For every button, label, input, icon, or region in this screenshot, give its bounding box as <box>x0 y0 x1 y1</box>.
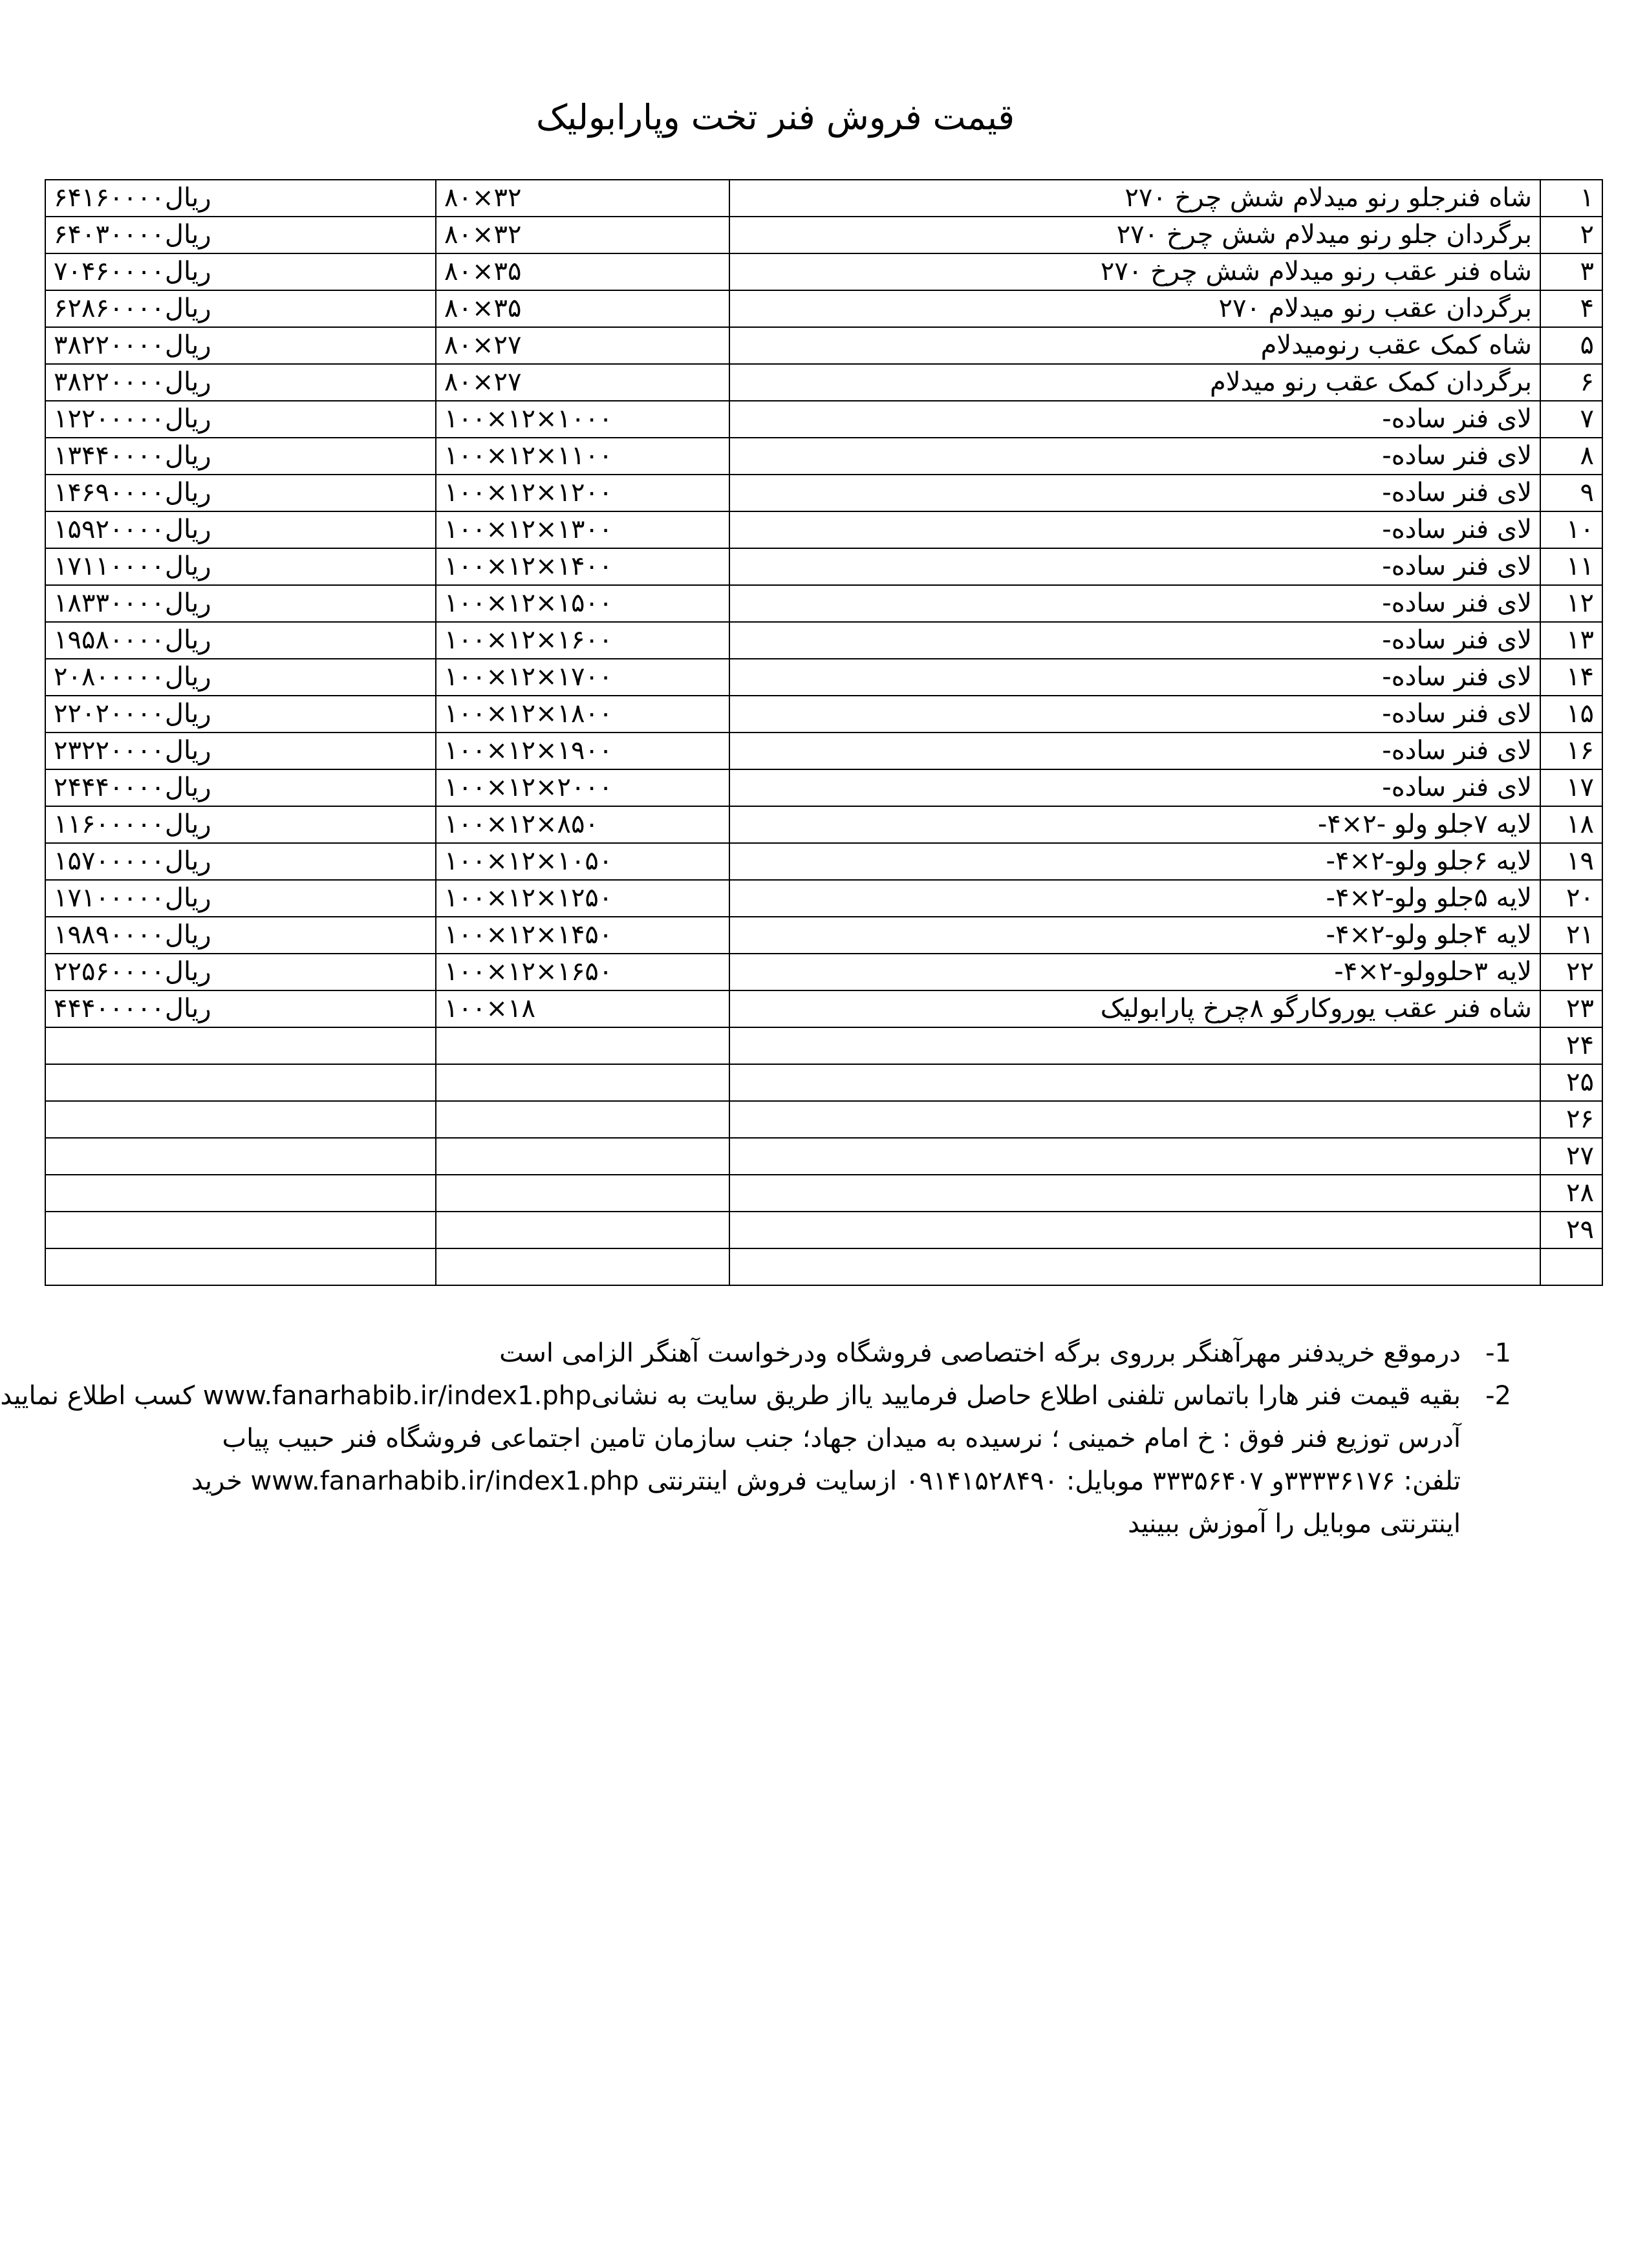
description-cell <box>729 1248 1540 1285</box>
row-number-cell: ۳ <box>1540 253 1602 290</box>
price-cell <box>45 1175 436 1212</box>
size-cell: ۱۰۰×۱۲×۱۰۵۰ <box>436 843 729 880</box>
size-cell: ۱۰۰×۱۲×۱۶۰۰ <box>436 622 729 659</box>
table-row <box>45 511 1602 548</box>
price-cell <box>45 1138 436 1175</box>
table-row <box>45 401 1602 438</box>
size-cell: ۱۰۰×۱۲×۱۵۰۰ <box>436 585 729 622</box>
size-cell: ۸۰×۳۲ <box>436 180 729 217</box>
table-row <box>45 585 1602 622</box>
price-table <box>45 179 1603 1286</box>
price-cell: ۱۹۵۸۰۰۰۰ریال <box>45 622 436 659</box>
description-cell: لای فنر ساده- <box>729 401 1540 438</box>
note-1-marker: 1- <box>1485 1338 1511 1368</box>
description-cell: لای فنر ساده- <box>729 769 1540 806</box>
size-cell <box>436 1212 729 1248</box>
row-number-cell: ۲۵ <box>1540 1064 1602 1101</box>
table-row <box>45 622 1602 659</box>
address-text: آدرس توزیع فنر فوق : خ امام خمینی ؛ نرسیده به میدان جهاد؛ جنب سازمان تامین اجتماعی فروشگاه فنر حبیب پیاب <box>222 1424 1461 1453</box>
row-number-cell: ۱۸ <box>1540 806 1602 843</box>
table-row <box>45 990 1602 1027</box>
note-2-marker: 2- <box>1485 1381 1511 1411</box>
size-cell: ۸۰×۲۷ <box>436 364 729 401</box>
description-cell: لای فنر ساده- <box>729 475 1540 511</box>
price-cell: ۲۴۴۴۰۰۰۰ریال <box>45 769 436 806</box>
table-row <box>45 475 1602 511</box>
price-cell <box>45 1027 436 1064</box>
row-number-cell: ۲۶ <box>1540 1101 1602 1138</box>
table-row <box>45 954 1602 990</box>
description-cell: شاه کمک عقب رنومیدلام <box>729 327 1540 364</box>
row-number-cell: ۲۰ <box>1540 880 1602 917</box>
row-number-cell: ۶ <box>1540 364 1602 401</box>
description-cell: برگردان کمک عقب رنو میدلام <box>729 364 1540 401</box>
size-cell: ۱۰۰×۱۲×۱۲۰۰ <box>436 475 729 511</box>
row-number-cell: ۲۲ <box>1540 954 1602 990</box>
row-number-cell: ۹ <box>1540 475 1602 511</box>
table-row <box>45 438 1602 475</box>
table-row <box>45 253 1602 290</box>
price-cell: ۷۰۴۶۰۰۰۰ریال <box>45 253 436 290</box>
row-number-cell: ۲۷ <box>1540 1138 1602 1175</box>
phone-text-continued: اینترنتی موبایل را آموزش ببینید <box>1128 1509 1461 1539</box>
size-cell <box>436 1175 729 1212</box>
description-cell <box>729 1175 1540 1212</box>
price-cell: ۲۲۵۶۰۰۰۰ریال <box>45 954 436 990</box>
table-row <box>45 1027 1602 1064</box>
row-number-cell: ۲۳ <box>1540 990 1602 1027</box>
description-cell: لایه ۳حلوولو-۲×۴- <box>729 954 1540 990</box>
table-row <box>45 290 1602 327</box>
size-cell <box>436 1138 729 1175</box>
size-cell: ۱۰۰×۱۲×۱۸۰۰ <box>436 696 729 733</box>
table-row <box>45 733 1602 769</box>
price-cell <box>45 1101 436 1138</box>
size-cell: ۱۰۰×۱۲×۱۶۵۰ <box>436 954 729 990</box>
size-cell: ۱۰۰×۱۲×۱۳۰۰ <box>436 511 729 548</box>
row-number-cell <box>1540 1248 1602 1285</box>
price-cell <box>45 1212 436 1248</box>
description-cell: لای فنر ساده- <box>729 585 1540 622</box>
table-row <box>45 1175 1602 1212</box>
note-2-text: بقیه قیمت فنر هارا باتماس تلفنی اطلاع حاصل فرمایید یااز طریق سایت به نشانیwww.fanarhabib.ir/index1.php کسب اطلاع نمایید <box>0 1381 1461 1411</box>
size-cell: ۱۰۰×۱۲×۱۰۰۰ <box>436 401 729 438</box>
price-cell: ۱۲۲۰۰۰۰۰ریال <box>45 401 436 438</box>
row-number-cell: ۱۵ <box>1540 696 1602 733</box>
price-cell: ۱۷۱۱۰۰۰۰ریال <box>45 548 436 585</box>
price-cell: ۲۲۰۲۰۰۰۰ریال <box>45 696 436 733</box>
row-number-cell: ۱ <box>1540 180 1602 217</box>
size-cell: ۸۰×۲۷ <box>436 327 729 364</box>
size-cell: ۱۰۰×۱۲×۱۹۰۰ <box>436 733 729 769</box>
price-cell: ۱۱۶۰۰۰۰۰ریال <box>45 806 436 843</box>
size-cell <box>436 1027 729 1064</box>
size-cell <box>436 1101 729 1138</box>
table-row <box>45 696 1602 733</box>
row-number-cell: ۴ <box>1540 290 1602 327</box>
row-number-cell: ۲۴ <box>1540 1027 1602 1064</box>
price-cell: ۲۰۸۰۰۰۰۰ریال <box>45 659 436 696</box>
row-number-cell: ۸ <box>1540 438 1602 475</box>
price-cell <box>45 1248 436 1285</box>
row-number-cell: ۱۱ <box>1540 548 1602 585</box>
price-cell: ۱۷۱۰۰۰۰۰ریال <box>45 880 436 917</box>
size-cell: ۱۰۰×۱۲×۱۷۰۰ <box>436 659 729 696</box>
size-cell: ۱۰۰×۱۲×۱۲۵۰ <box>436 880 729 917</box>
size-cell: ۱۰۰×۱۲×۱۴۵۰ <box>436 917 729 954</box>
row-number-cell: ۱۶ <box>1540 733 1602 769</box>
description-cell: برگردان عقب رنو میدلام ۲۷۰ <box>729 290 1540 327</box>
note-1 <box>60 1332 1511 1375</box>
size-cell <box>436 1248 729 1285</box>
description-cell: لای فنر ساده- <box>729 622 1540 659</box>
row-number-cell: ۲۹ <box>1540 1212 1602 1248</box>
price-cell: ۱۸۳۳۰۰۰۰ریال <box>45 585 436 622</box>
size-cell: ۸۰×۳۵ <box>436 253 729 290</box>
price-cell: ۱۳۴۴۰۰۰۰ریال <box>45 438 436 475</box>
description-cell: لایه ۴جلو ولو-۲×۴- <box>729 917 1540 954</box>
table-row <box>45 1064 1602 1101</box>
row-number-cell: ۲ <box>1540 217 1602 253</box>
size-cell: ۱۰۰×۱۲×۲۰۰۰ <box>436 769 729 806</box>
size-cell: ۸۰×۳۲ <box>436 217 729 253</box>
description-cell: برگردان جلو رنو میدلام شش چرخ ۲۷۰ <box>729 217 1540 253</box>
description-cell: لایه ۷جلو ولو -۲×۴- <box>729 806 1540 843</box>
table-row <box>45 659 1602 696</box>
row-number-cell: ۱۳ <box>1540 622 1602 659</box>
page-title: قیمت فروش فنر تخت وپارابولیک <box>535 97 1015 138</box>
price-cell: ۱۵۹۲۰۰۰۰ریال <box>45 511 436 548</box>
description-cell <box>729 1212 1540 1248</box>
row-number-cell: ۱۰ <box>1540 511 1602 548</box>
description-cell: لای فنر ساده- <box>729 733 1540 769</box>
table-row <box>45 1101 1602 1138</box>
row-number-cell: ۱۲ <box>1540 585 1602 622</box>
price-cell: ۳۸۲۲۰۰۰۰ریال <box>45 364 436 401</box>
table-row <box>45 880 1602 917</box>
row-number-cell: ۲۱ <box>1540 917 1602 954</box>
table-row <box>45 769 1602 806</box>
price-cell: ۱۵۷۰۰۰۰۰ریال <box>45 843 436 880</box>
description-cell <box>729 1138 1540 1175</box>
size-cell: ۱۰۰×۱۲×۸۵۰ <box>436 806 729 843</box>
price-cell <box>45 1064 436 1101</box>
description-cell: لای فنر ساده- <box>729 438 1540 475</box>
table-row <box>45 364 1602 401</box>
price-cell: ۳۸۲۲۰۰۰۰ریال <box>45 327 436 364</box>
phone-text: تلفن: ۳۳۳۳۶۱۷۶و ۳۳۳۵۶۴۰۷ موبایل: ۰۹۱۴۱۵۲۸۴۹۰ ازسایت فروش اینترنتی www.fanarhabib.ir/index1.php خرید <box>191 1466 1461 1496</box>
table-row <box>45 327 1602 364</box>
description-cell: لایه ۶جلو ولو-۲×۴- <box>729 843 1540 880</box>
table-row <box>45 548 1602 585</box>
table-row <box>45 843 1602 880</box>
row-number-cell: ۲۸ <box>1540 1175 1602 1212</box>
price-cell: ۱۴۶۹۰۰۰۰ریال <box>45 475 436 511</box>
table-row <box>45 1212 1602 1248</box>
description-cell: لای فنر ساده- <box>729 696 1540 733</box>
description-cell: لای فنر ساده- <box>729 548 1540 585</box>
note-2 <box>0 1375 1511 1417</box>
table-row <box>45 180 1602 217</box>
price-cell: ۱۹۸۹۰۰۰۰ریال <box>45 917 436 954</box>
row-number-cell: ۱۴ <box>1540 659 1602 696</box>
description-cell: شاه فنر عقب یوروکارگو ۸چرخ پارابولیک <box>729 990 1540 1027</box>
description-cell: لایه ۵جلو ولو-۲×۴- <box>729 880 1540 917</box>
table-row <box>45 217 1602 253</box>
price-cell: ۶۲۸۶۰۰۰۰ریال <box>45 290 436 327</box>
size-cell <box>436 1064 729 1101</box>
note-1-text: درموقع خریدفنر مهرآهنگر برروی برگه اختصاصی فروشگاه ودرخواست آهنگر الزامی است <box>499 1338 1461 1368</box>
price-cell: ۶۴۱۶۰۰۰۰ریال <box>45 180 436 217</box>
description-cell: لای فنر ساده- <box>729 659 1540 696</box>
row-number-cell: ۵ <box>1540 327 1602 364</box>
notes-section <box>0 1332 1511 1545</box>
price-cell: ۲۳۲۲۰۰۰۰ریال <box>45 733 436 769</box>
row-number-cell: ۱۷ <box>1540 769 1602 806</box>
row-number-cell: ۱۹ <box>1540 843 1602 880</box>
description-cell: شاه فنر عقب رنو میدلام شش چرخ ۲۷۰ <box>729 253 1540 290</box>
price-table-body <box>45 180 1602 1285</box>
table-row <box>45 806 1602 843</box>
table-row <box>45 1138 1602 1175</box>
row-number-cell: ۷ <box>1540 401 1602 438</box>
price-cell: ۶۴۰۳۰۰۰۰ریال <box>45 217 436 253</box>
size-cell: ۱۰۰×۱۲×۱۱۰۰ <box>436 438 729 475</box>
table-row <box>45 1248 1602 1285</box>
description-cell <box>729 1027 1540 1064</box>
description-cell <box>729 1101 1540 1138</box>
size-cell: ۸۰×۳۵ <box>436 290 729 327</box>
size-cell: ۱۰۰×۱۸ <box>436 990 729 1027</box>
description-cell: شاه فنرجلو رنو میدلام شش چرخ ۲۷۰ <box>729 180 1540 217</box>
description-cell <box>729 1064 1540 1101</box>
description-cell: لای فنر ساده- <box>729 511 1540 548</box>
size-cell: ۱۰۰×۱۲×۱۴۰۰ <box>436 548 729 585</box>
price-cell: ۴۴۴۰۰۰۰۰ریال <box>45 990 436 1027</box>
table-row <box>45 917 1602 954</box>
